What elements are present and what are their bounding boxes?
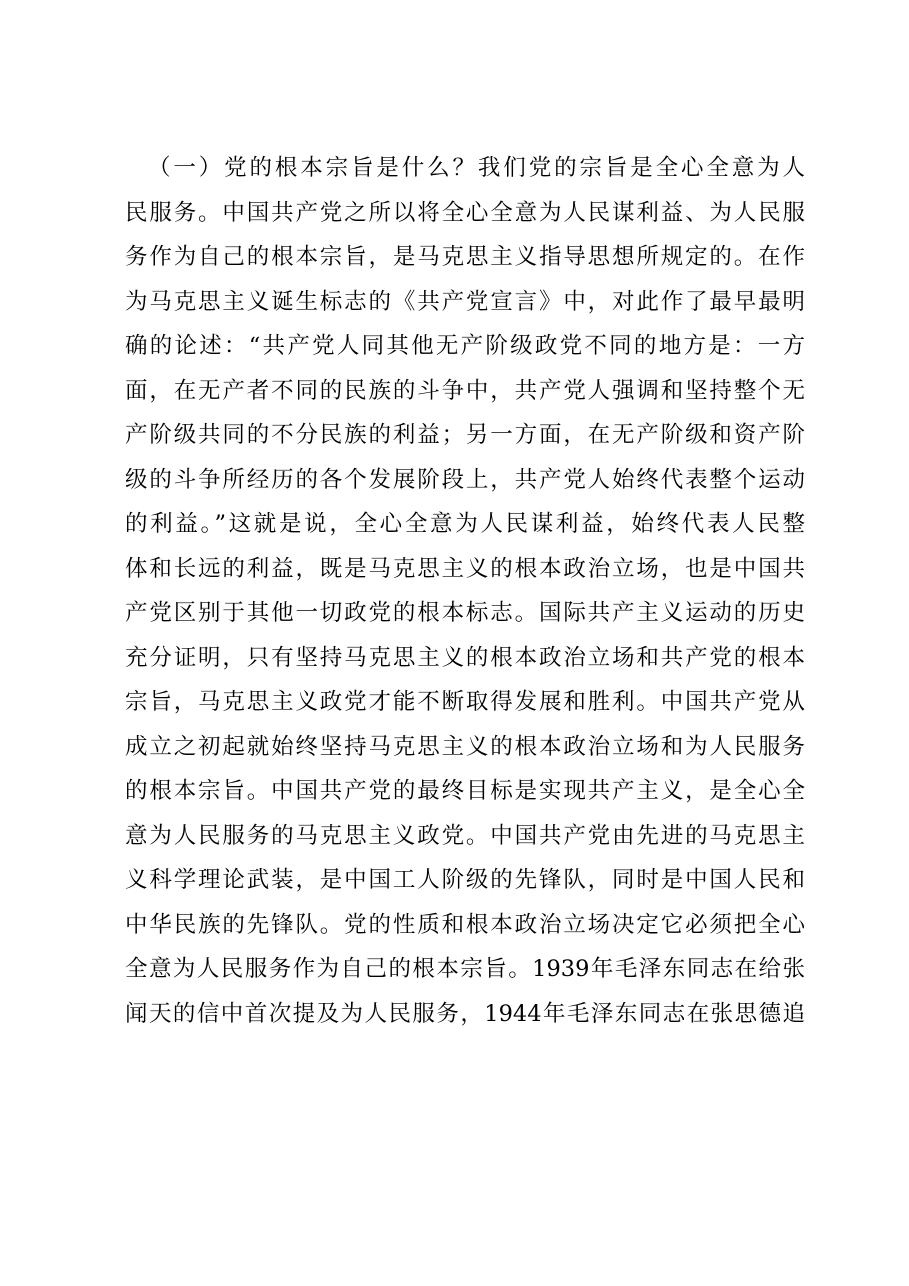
paragraph-line: 意为人民服务的马克思主义政党。中国共产党由先进的马克思主 bbox=[125, 822, 805, 849]
paragraph-line: 体和长远的利益，既是马克思主义的根本政治立场，也是中国共 bbox=[125, 555, 805, 582]
paragraph-line: 为马克思主义诞生标志的《共产党宣言》中，对此作了最早最明 bbox=[125, 288, 805, 315]
paragraph-line: 宗旨，马克思主义政党才能不断取得发展和胜利。中国共产党从 bbox=[125, 689, 805, 715]
paragraph-line: 的根本宗旨。中国共产党的最终目标是实现共产主义，是全心全 bbox=[125, 778, 805, 804]
paragraph-line: 闻天的信中首次提及为人民服务，1944年毛泽东同志在张思德追 bbox=[125, 1000, 805, 1027]
paragraph-line: 全意为人民服务作为自己的根本宗旨。1939年毛泽东同志在给张 bbox=[125, 956, 805, 982]
paragraph-line: 义科学理论武装，是中国工人阶级的先锋队，同时是中国人民和 bbox=[125, 867, 805, 893]
paragraph-line: 充分证明，只有坚持马克思主义的根本政治立场和共产党的根本 bbox=[125, 644, 805, 671]
paragraph-line: 民服务。中国共产党之所以将全心全意为人民谋利益、为人民服 bbox=[125, 199, 805, 226]
paragraph-line: 产阶级共同的不分民族的利益；另一方面，在无产阶级和资产阶 bbox=[125, 422, 805, 448]
paragraph-line: 成立之初起就始终坚持马克思主义的根本政治立场和为人民服务 bbox=[125, 733, 805, 760]
body-paragraph bbox=[125, 146, 805, 1036]
paragraph-line: 的利益。”这就是说，全心全意为人民谋利益，始终代表人民整 bbox=[125, 511, 805, 537]
paragraph-line: （一）党的根本宗旨是什么？我们党的宗旨是全心全意为人 bbox=[148, 155, 805, 181]
paragraph-line: 中华民族的先锋队。党的性质和根本政治立场决定它必须把全心 bbox=[125, 911, 805, 938]
paragraph-line: 产党区别于其他一切政党的根本标志。国际共产主义运动的历史 bbox=[125, 600, 805, 626]
paragraph-line: 务作为自己的根本宗旨，是马克思主义指导思想所规定的。在作 bbox=[125, 244, 805, 270]
paragraph-line: 级的斗争所经历的各个发展阶段上，共产党人始终代表整个运动 bbox=[125, 466, 805, 493]
paragraph-line: 确的论述：“共产党人同其他无产阶级政党不同的地方是：一方 bbox=[125, 333, 805, 359]
paragraph-line: 面，在无产者不同的民族的斗争中，共产党人强调和坚持整个无 bbox=[125, 377, 805, 404]
